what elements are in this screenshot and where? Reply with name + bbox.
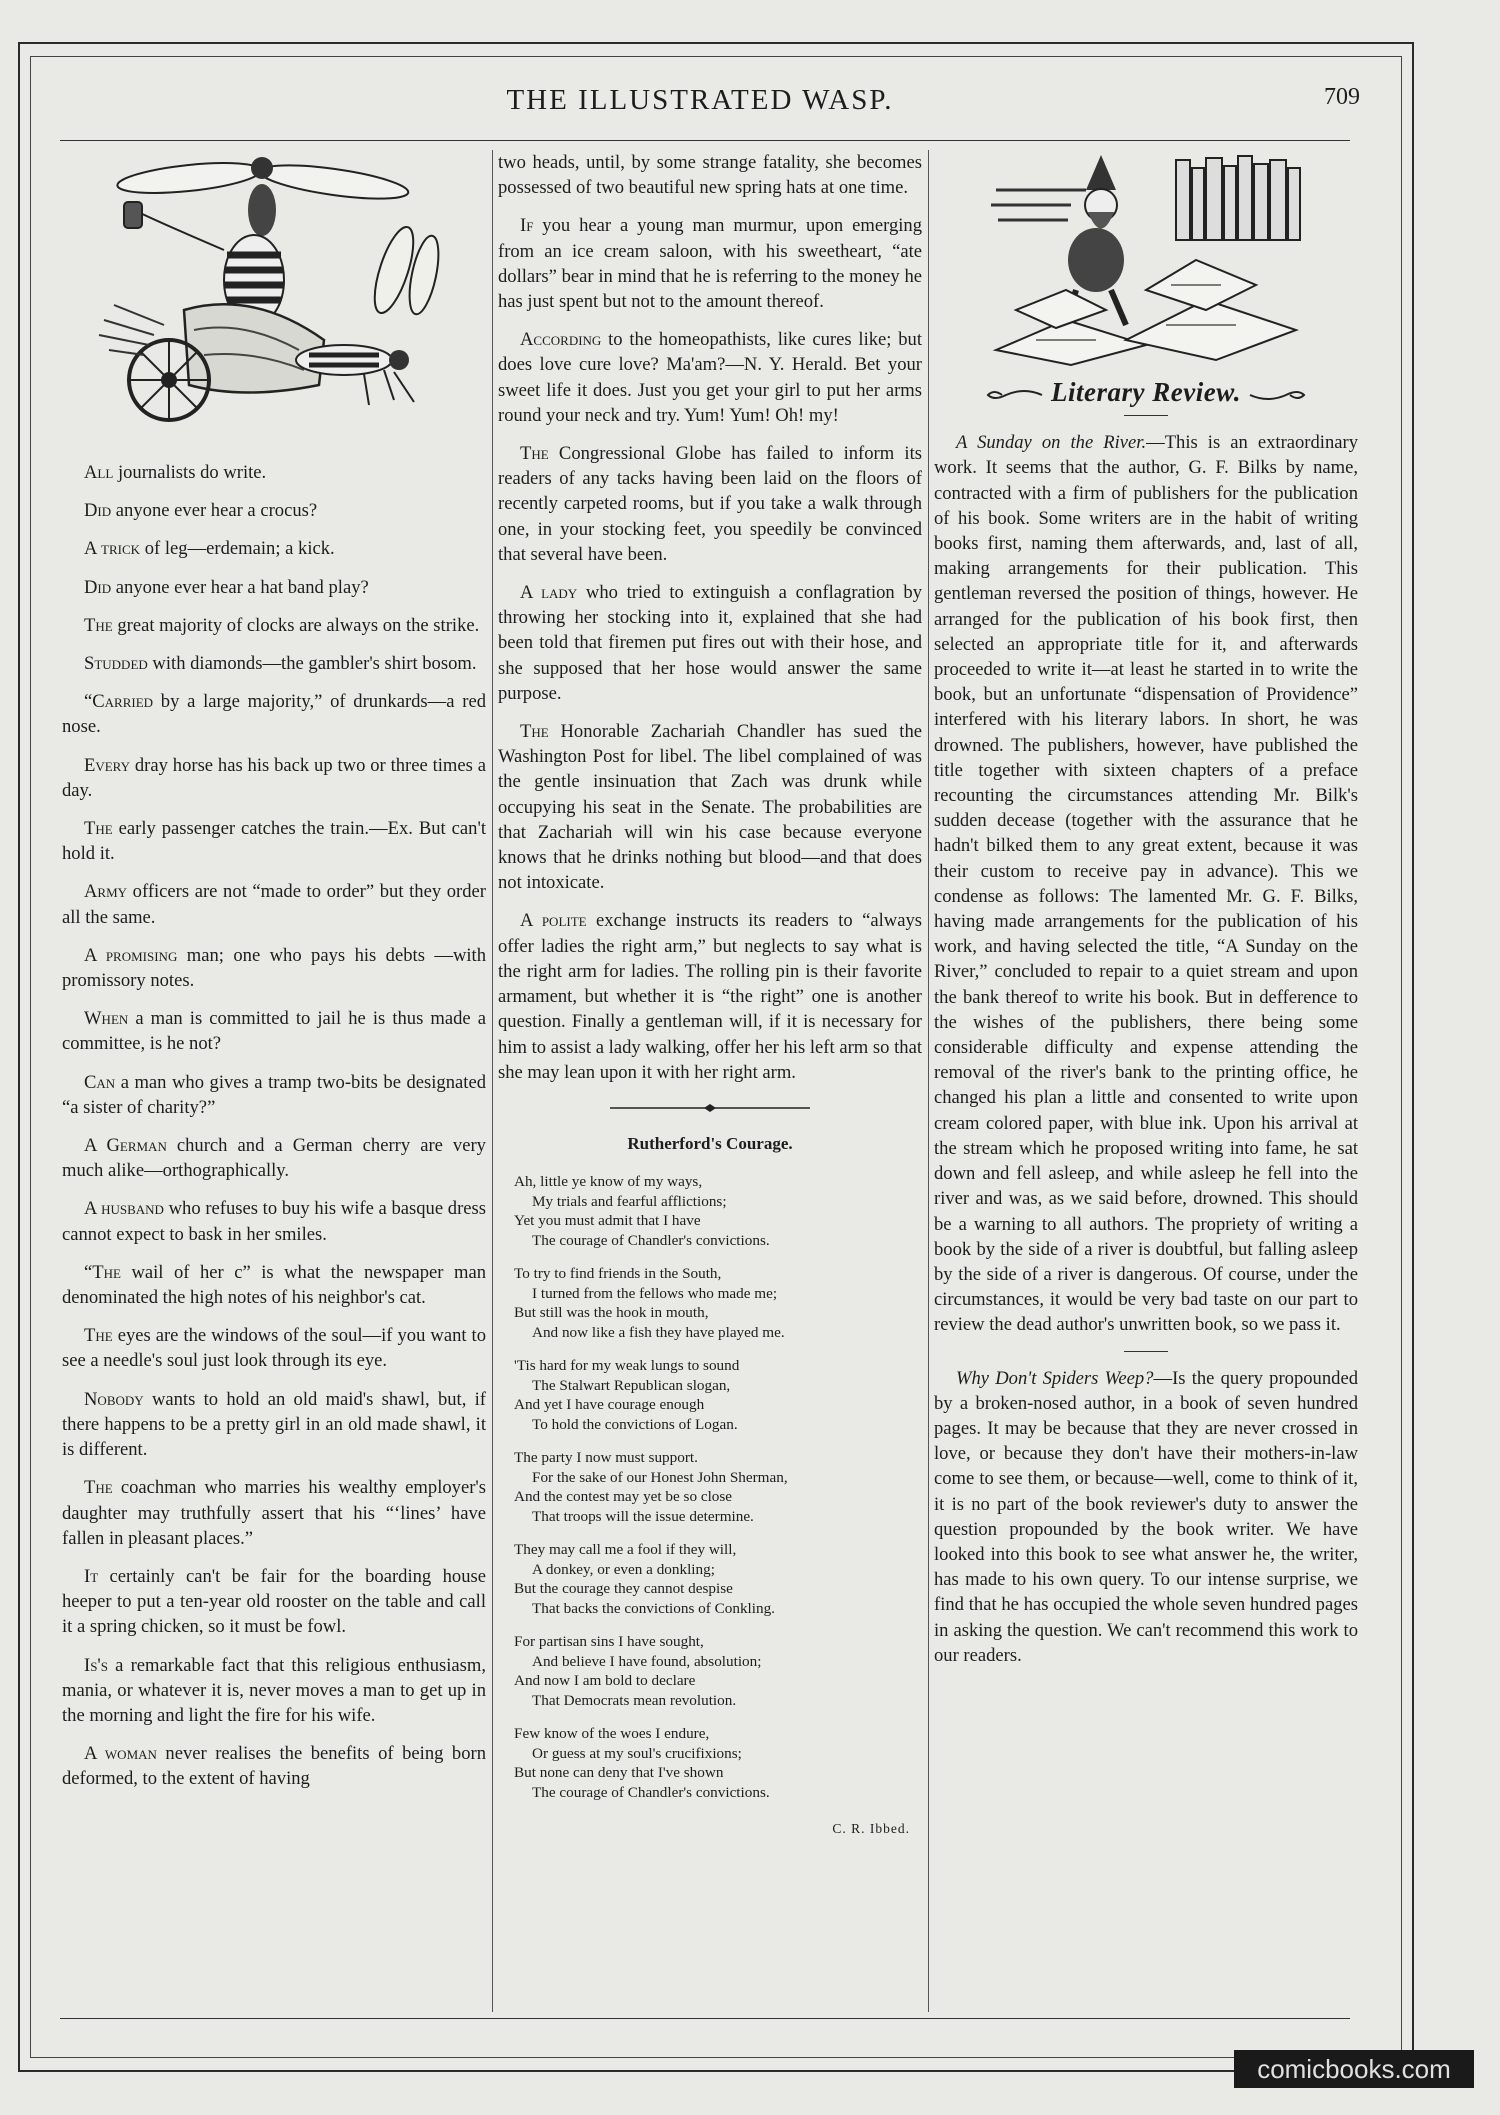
poem-line: And now I am bold to declare (514, 1672, 696, 1690)
poem-author: C. R. Ibbed. (832, 1821, 910, 1837)
jokes-column-1 (62, 460, 486, 1792)
page-number: 709 (1324, 84, 1360, 110)
joke-item: The coachman who marries his wealthy employer's daughter may truthfully assert that his “‘lines’ have fallen in pleasant places.” (62, 1477, 486, 1549)
column-divider (492, 150, 493, 2012)
header-rule (60, 140, 1350, 141)
review-item: A Sunday on the River.—This is an extraordinary work. It seems that the author, G. F. Bilks by name, contracted with a firm of publishers for the publication of his book. Some writers are in the habit of writing books first, naming them afterwards, and, last of all, making arrangements for their publication. This gentleman reversed the position of things, however. He arranged for the publication of his book first, then selected an appropriate title for it, and afterwards proceeded to write it—at least he started in to write the book, but an unfortunate “dispensation of Providence” interfered with his literary labors. In short, he was drowned. The publishers, however, have published the title together with sixteen chapters of a preface recounting the circumstances attending Mr. Bilk's sudden decease (together with the assurance that he hadn't bilked them to any great extent, because it was their custom to receive pay in advance). This we condense as follows: The lamented Mr. G. F. Bilks, having made arrangements for the publication of his work, and having selected the title, “A Sunday on the River,” concluded to repair to a quiet stream and upon the bank thereof to write his book. But in defference to the wishes of the publishers, there being some considerable difficulty and expense attending the removal of the river's bank to the printing office, he changed his plan a little and consented to write upon cream colored paper, with blue ink. Upon his arrival at the stream which he proposed writing into fame, he sat down and fell asleep, and while asleep he fell into the river and was, as we said before, drowned. This should be a warning to all authors. The propriety of writing a book by the side of a river is doubtful, but falling asleep by the side of a river is dangerous. Of course, under the circumstances, it would be very bad taste on our part to review the dead author's unwritten book, so we pass it. (934, 432, 1358, 1336)
poem-line: They may call me a fool if they will, (514, 1541, 737, 1559)
page-header (40, 80, 1360, 124)
poem-line: That backs the convictions of Conkling. (532, 1599, 775, 1617)
column-1 (62, 150, 486, 1805)
poem-stanza (514, 1264, 922, 1342)
joke-item: When a man is committed to jail he is thus made a committee, is he not? (62, 1008, 486, 1055)
joke-item: A lady who tried to extinguish a conflagration by throwing her stocking into it, explained that she had been told that firemen put fires out with their hose, and she supposed that her hose would answer the same purpose. (498, 582, 923, 704)
poem-stanza (514, 1172, 922, 1250)
poem-line: For partisan sins I have sought, (514, 1633, 704, 1651)
joke-item: The early passenger catches the train.—Ex. But can't hold it. (62, 818, 486, 865)
joke-item: The Honorable Zachariah Chandler has sued the Washington Post for libel. The libel complained of was the gentle insinuation that Zach was drunk while occupying his seat in the Senate. The probabilities are that Zachariah will win his case because everyone knows that he drinks nothing but blood—and that does not intoxicate. (498, 721, 922, 894)
literary-review-heading: Literary Review. (934, 380, 1358, 405)
joke-item: Army officers are not “made to order” but they order all the same. (62, 881, 486, 928)
joke-item: A woman never realises the benefits of being born deformed, to the extent of having (62, 1743, 487, 1790)
joke-item: two heads, until, by some strange fatality, she becomes possessed of two beautiful new spring hats at one time. (498, 152, 922, 199)
joke-item: It certainly can't be fair for the boarding house heeper to put a ten-year old rooster on the table and call it a spring chicken, so it must be fowl. (62, 1565, 486, 1638)
poem-line: Ah, little ye know of my ways, (514, 1173, 703, 1191)
ornament-divider (498, 1098, 922, 1123)
poem-line: The party I now must support. (514, 1449, 698, 1467)
poem-stanza (514, 1448, 922, 1526)
column-3 (934, 150, 1358, 1681)
poem-line: That Democrats mean revolution. (532, 1691, 737, 1709)
column-divider (928, 150, 929, 2012)
wasp-chariot-illustration (94, 150, 454, 450)
poem-stanza (514, 1724, 922, 1802)
joke-item: The eyes are the windows of the soul—if you want to see a needle's soul just look through its eye. (62, 1325, 486, 1372)
joke-item: “Carried by a large majority,” of drunkards—a red nose. (62, 691, 486, 738)
poem-line: And now like a fish they have played me. (532, 1323, 785, 1341)
joke-item: “The wail of her c” is what the newspaper man denominated the high notes of his neighbor's cat. (62, 1261, 486, 1309)
joke-item: Did anyone ever hear a hat band play? (84, 576, 369, 598)
left-flourish-icon (984, 387, 1044, 403)
poem-title: Rutherford's Courage. (627, 1134, 793, 1154)
poem-line: The Stalwart Republican slogan, (532, 1376, 731, 1394)
joke-item: Can a man who gives a tramp two-bits be designated “a sister of charity?” (62, 1071, 486, 1118)
poem-line: The courage of Chandler's convictions. (532, 1783, 770, 1801)
poem-line: Or guess at my soul's crucifixions; (532, 1744, 742, 1762)
column-2 (498, 150, 922, 1842)
page-title: THE ILLUSTRATED WASP. (506, 84, 894, 116)
joke-item: A trick of leg—erdemain; a kick. (84, 538, 335, 560)
joke-item: Is's a remarkable fact that this religious enthusiasm, mania, or whatever it is, never moves a man to get up in the morning and light the fire for his wife. (62, 1654, 486, 1726)
joke-item: According to the homeopathists, like cures like; but does love cure love? Ma'am?—N. Y. Herald. Bet your sweet life it does. Just you get your girl to put her arms round your neck and try. Yum! Yum! Oh! my! (498, 329, 922, 426)
joke-item: Did anyone ever hear a crocus? (84, 500, 318, 522)
joke-item: Every dray horse has his back up two or three times a day. (62, 754, 486, 801)
poem-line: But the courage they cannot despise (514, 1580, 733, 1598)
poem-line: And the contest may yet be so close (514, 1488, 733, 1506)
review-item: Why Don't Spiders Weep?—Is the query propounded by a broken-nosed author, in a book of seven hundred pages. It may be because that they are never crossed in love, or because they don't have their mothers-in-law come to see them, or because—well, come to think of it, it is no part of the book reviewer's duty to answer the question propounded by the book writer. We have looked into this book to see what answer he, the writer, has made to his own query. To our intense surprise, we find that he has occupied the whole seven hundred pages in asking the question. We can't recommend this work to our readers. (934, 1367, 1358, 1666)
short-divider (1124, 1351, 1168, 1352)
poem-line: Yet you must admit that I have (514, 1212, 701, 1230)
poem-line: 'Tis hard for my weak lungs to sound (514, 1357, 740, 1375)
poem (498, 1172, 922, 1802)
joke-item: The great majority of clocks are always on the strike. (84, 614, 480, 636)
joke-item: Studded with diamonds—the gambler's shirt bosom. (84, 653, 477, 675)
joke-item: A German church and a German cherry are very much alike—orthographically. (62, 1135, 486, 1182)
gnome-reading-books-illustration (976, 150, 1316, 370)
joke-item: Nobody wants to hold an old maid's shawl, but, if there happens to be a pretty girl in an old made shawl, it is different. (62, 1388, 486, 1461)
poem-line: The courage of Chandler's convictions. (532, 1231, 770, 1249)
short-divider (1124, 415, 1168, 416)
watermark: comicbooks.com (1234, 2050, 1474, 2088)
poem-line: For the sake of our Honest John Sherman, (532, 1468, 788, 1486)
poem-line: To hold the convictions of Logan. (532, 1415, 738, 1433)
poem-line: Few know of the woes I endure, (514, 1725, 710, 1743)
poem-stanza (514, 1540, 922, 1618)
joke-item: All journalists do write. (84, 462, 267, 483)
joke-item: A polite exchange instructs its readers to “always offer ladies the right arm,” but neglects to say what is the right arm for ladies. The rolling pin is their favorite armament, but whether it is “the right” one is another question. Finally a gentleman will, if it is necessary for him to assist a lady walking, offer her his left arm so that she may lean upon it with her right arm. (498, 910, 922, 1083)
ornament-rule-icon (610, 1103, 810, 1113)
joke-item: If you hear a young man murmur, upon emerging from an ice cream saloon, with his sweetheart, “ate dollars” bear in mind that he is referring to the money he has just spent but not to the amount thereof. (498, 215, 922, 313)
poem-line: To try to find friends in the South, (514, 1265, 722, 1283)
poem-stanza (514, 1632, 922, 1710)
joke-item: A husband who refuses to buy his wife a basque dress cannot expect to bask in her smiles. (62, 1198, 486, 1245)
joke-item: The Congressional Globe has failed to inform its readers of any tacks having been laid on the floors of recently carpeted rooms, but if you take a walk through one, in your stocking feet, you speedily be convinced that several have been. (498, 443, 922, 565)
poem-stanza (514, 1356, 922, 1434)
poem-line: But still was the hook in mouth, (514, 1304, 709, 1322)
poem-line: A donkey, or even a donkling; (532, 1560, 715, 1578)
bottom-rule (60, 2018, 1350, 2019)
joke-item: A promising man; one who pays his debts —with promissory notes. (62, 944, 486, 992)
poem-line: I turned from the fellows who made me; (532, 1284, 778, 1302)
right-flourish-icon (1248, 387, 1308, 403)
poem-line: My trials and fearful afflictions; (532, 1192, 727, 1210)
poem-line: But none can deny that I've shown (514, 1764, 724, 1782)
poem-line: That troops will the issue determine. (532, 1507, 754, 1525)
poem-line: And yet I have courage enough (514, 1396, 705, 1414)
poem-line: And believe I have found, absolution; (532, 1652, 762, 1670)
